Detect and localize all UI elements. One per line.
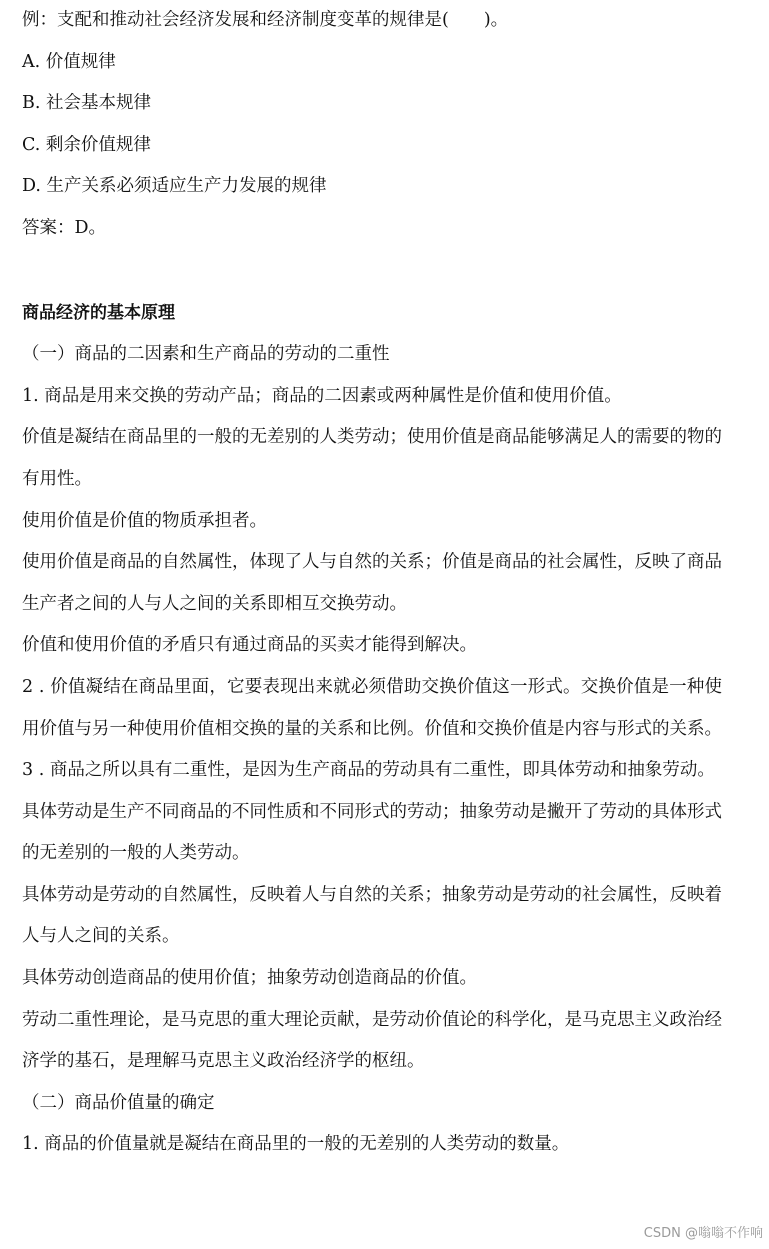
answer-line: 答案：D。 xyxy=(22,217,107,238)
paragraph: 使用价值是商品的自然属性，体现了人与自然的关系；价值是商品的社会属性，反映了商品生产者之间的人与人之间的关系即相互交换劳动。 xyxy=(22,552,722,614)
paragraph: 价值和使用价值的矛盾只有通过商品的买卖才能得到解决。 xyxy=(22,635,477,656)
section-title: 商品经济的基本原理 xyxy=(22,302,175,323)
option-d: D. 生产关系必须适应生产力发展的规律 xyxy=(22,176,327,197)
paragraph: 具体劳动是劳动的自然属性，反映着人与自然的关系；抽象劳动是劳动的社会属性，反映着人与人之间的关系。 xyxy=(22,884,722,947)
subsection-title-2: （二）商品价值量的确定 xyxy=(22,1092,215,1113)
last-paragraph: 1. 商品的价值量就是凝结在商品里的一般的无差别的人类劳动的数量。 xyxy=(22,1134,570,1155)
option-a: A. 价值规律 xyxy=(22,51,116,72)
watermark: CSDN @嗡嗡不作响 xyxy=(643,1226,763,1241)
paragraph: 2 . 价值凝结在商品里面，它要表现出来就必须借助交换价值这一形式。交换价值是一种使用价值与另一种使用价值相交换的量的关系和比例。价值和交换价值是内容与形式的关系。 xyxy=(22,676,722,739)
paragraph: 具体劳动创造商品的使用价值；抽象劳动创造商品的价值。 xyxy=(22,968,477,989)
option-b: B. 社会基本规律 xyxy=(22,93,151,114)
document-body xyxy=(22,0,722,1166)
paragraph: 使用价值是价值的物质承担者。 xyxy=(22,510,267,531)
subsection-title-1: （一）商品的二因素和生产商品的劳动的二重性 xyxy=(22,344,390,365)
paragraph: 1. 商品是用来交换的劳动产品；商品的二因素或两种属性是价值和使用价值。 xyxy=(22,385,622,406)
paragraph: 具体劳动是生产不同商品的不同性质和不同形式的劳动；抽象劳动是撇开了劳动的具体形式的无差别的一般的人类劳动。 xyxy=(22,801,722,864)
paragraph: 价值是凝结在商品里的一般的无差别的人类劳动；使用价值是商品能够满足人的需要的物的有用性。 xyxy=(22,427,722,489)
option-c: C. 剩余价值规律 xyxy=(22,134,151,155)
example-question: 例：支配和推动社会经济发展和经济制度变革的规律是( )。 xyxy=(22,10,509,30)
paragraph: 3 . 商品之所以具有二重性，是因为生产商品的劳动具有二重性，即具体劳动和抽象劳动。 xyxy=(22,760,715,781)
section-spacer xyxy=(22,250,722,293)
paragraph: 劳动二重性理论，是马克思的重大理论贡献，是劳动价值论的科学化，是马克思主义政治经济学的基石，是理解马克思主义政治经济学的枢纽。 xyxy=(22,1009,722,1072)
